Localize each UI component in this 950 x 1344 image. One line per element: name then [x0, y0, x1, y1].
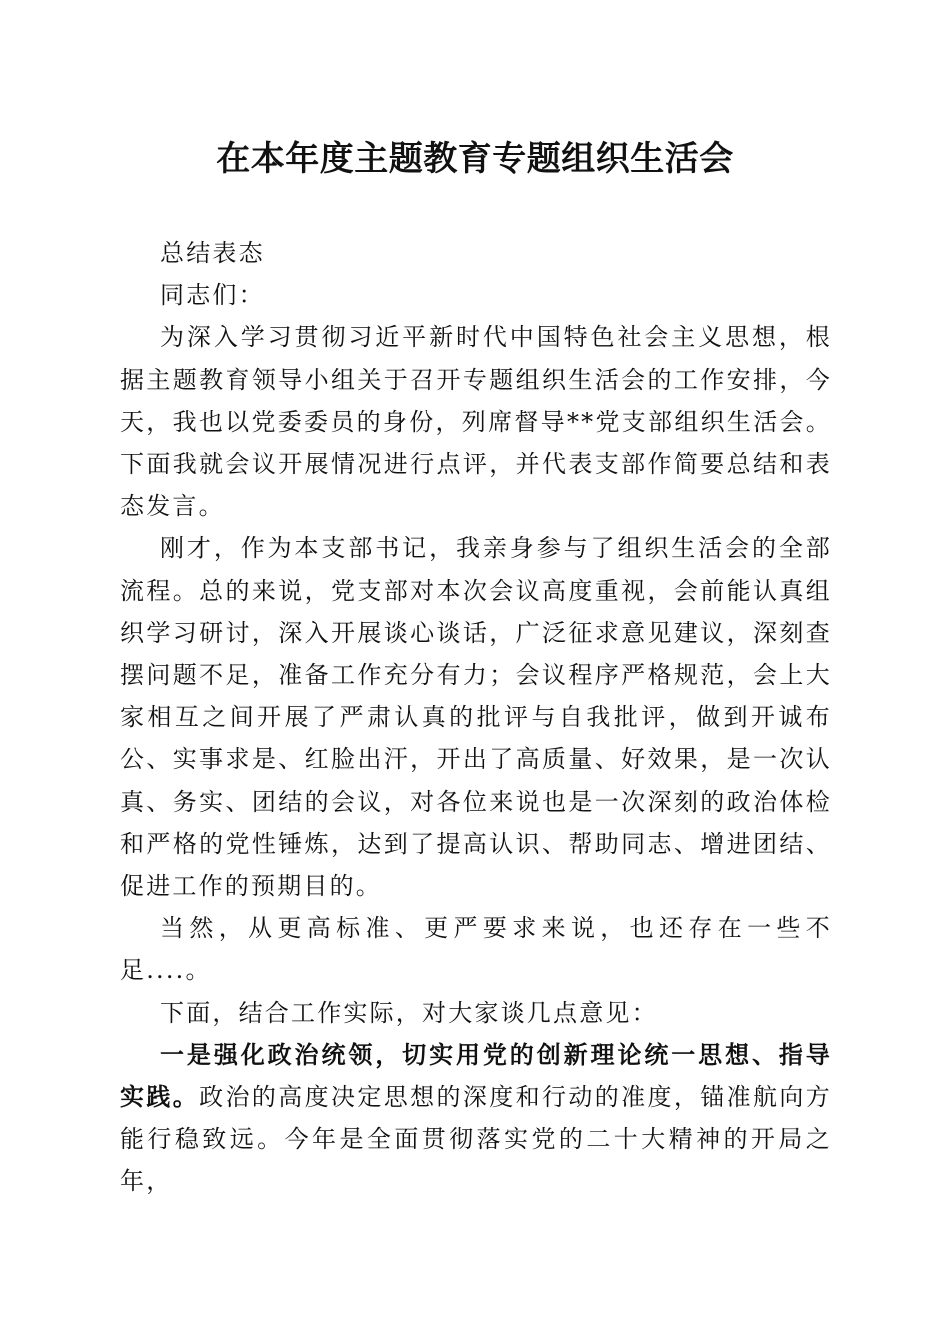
point-one-heading: 一是强化政治统领，切实用党的创新理论统一思想、指导实践。	[120, 1039, 832, 1112]
paragraph-shortcomings: 当然，从更高标准、更严要求来说，也还存在一些不足....。	[120, 914, 832, 985]
paragraph-transition: 下面，结合工作实际，对大家谈几点意见：	[160, 998, 658, 1027]
document-body	[120, 232, 832, 1203]
document-title: 在本年度主题教育专题组织生活会	[216, 139, 734, 179]
point-one-body: 政治的高度决定思想的深度和行动的准度，锚准航向方能行稳致远。今年是全面贯彻落实党的二十大精神的开局之年，	[120, 1083, 832, 1196]
paragraph-salutation: 同志们：	[160, 281, 265, 310]
paragraph-heading: 总结表态	[160, 239, 265, 267]
paragraph-intro: 为深入学习贯彻习近平新时代中国特色社会主义思想，根据主题教育领导小组关于召开专题组织生活会的工作安排，今天，我也以党委委员的身份，列席督导**党支部组织生活会。下面我就会议开展情况进行点评，并代表支部作简要总结和表态发言。	[120, 323, 832, 521]
paragraph-point-one	[120, 1034, 832, 1203]
paragraph-review: 刚才，作为本支部书记，我亲身参与了组织生活会的全部流程。总的来说，党支部对本次会议高度重视，会前能认真组织学习研讨，深入开展谈心谈话，广泛征求意见建议，深刻查摆问题不足，准备工作充分有力；会议程序严格规范，会上大家相互之间开展了严肃认真的批评与自我批评，做到开诚布公、实事求是、红脸出汗，开出了高质量、好效果，是一次认真、务实、团结的会议，对各位来说也是一次深刻的政治体检和严格的党性锤炼，达到了提高认识、帮助同志、增进团结、促进工作的预期目的。	[120, 534, 832, 901]
